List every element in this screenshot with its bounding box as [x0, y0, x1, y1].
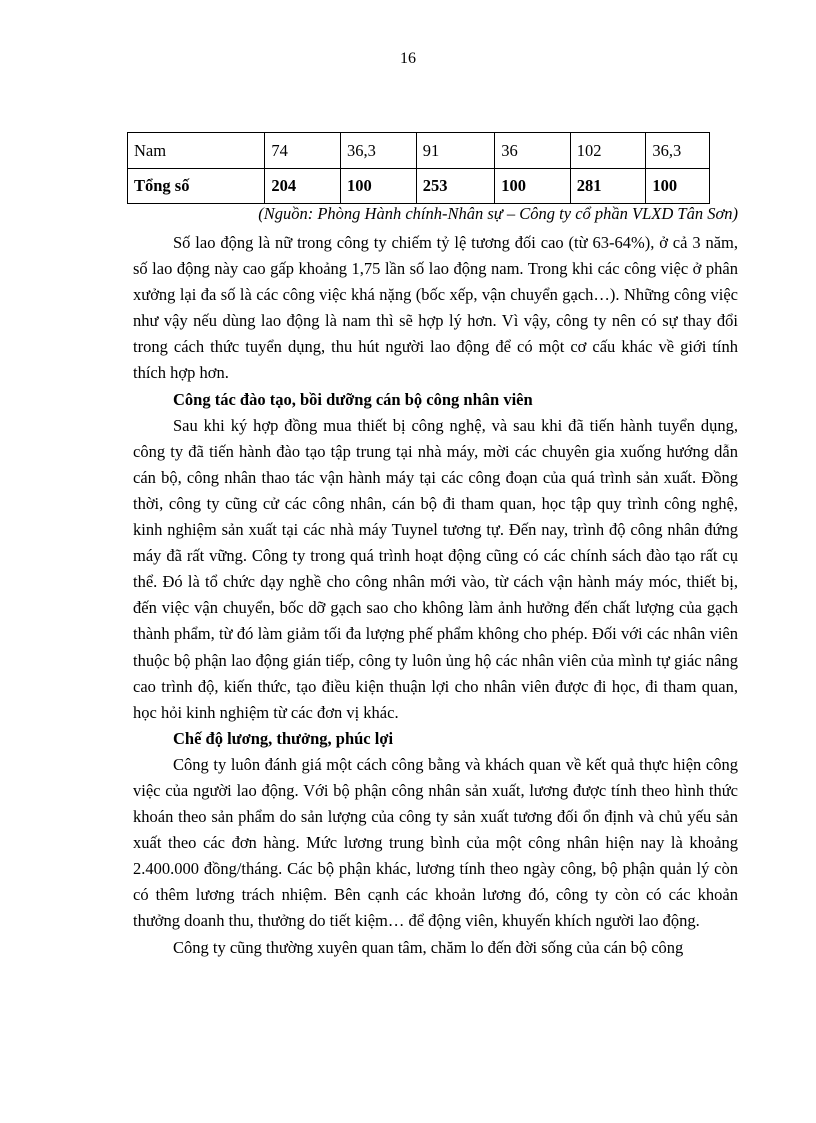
page-number: 16: [400, 50, 416, 67]
table-cell: 281: [570, 169, 646, 204]
table-cell: 102: [570, 133, 646, 169]
body-text: [133, 230, 738, 961]
paragraph: Công ty cũng thường xuyên quan tâm, chăm lo đến đời sống của cán bộ công: [173, 937, 684, 957]
table-cell-label: Nam: [128, 133, 265, 169]
table-cell: 91: [416, 133, 494, 169]
table-cell: 204: [265, 169, 341, 204]
table-cell: 36: [495, 133, 571, 169]
section-heading: Chế độ lương, thưởng, phúc lợi: [173, 728, 394, 748]
table-source-note: (Nguồn: Phòng Hành chính-Nhân sự – Công ty cổ phần VLXD Tân Sơn): [258, 204, 738, 223]
table-row: [128, 133, 710, 169]
paragraph: Công ty luôn đánh giá một cách công bằng và khách quan về kết quả thực hiện công việc của người lao động. Với bộ phận công nhân sản xuất, lương được tính theo hình thức khoán theo sản phẩm do sản lượng của công ty sản xuất tương đối ổn định và chủ yếu sản xuất theo các đơn hàng. Mức lương trung bình của một công nhân hiện nay là khoảng 2.400.000 đồng/tháng. Các bộ phận khác, lương tính theo ngày công, bộ phận quản lý còn có thêm lương trách nhiệm. Bên cạnh các khoản lương đó, công ty còn có các khoản thưởng doanh thu, thưởng do tiết kiệm… để động viên, khuyến khích người lao động.: [133, 754, 738, 931]
table-cell: 74: [265, 133, 341, 169]
table-cell: 100: [340, 169, 416, 204]
table-row-total: [128, 169, 710, 204]
table-cell: 100: [495, 169, 571, 204]
paragraph: Sau khi ký hợp đồng mua thiết bị công nghệ, và sau khi đã tiến hành tuyển dụng, công ty đã tiến hành đào tạo tập trung tại nhà máy, mời các chuyên gia xuống hướng dẫn cán bộ, công nhân thao tác vận hành máy tại các công đoạn của quá trình sản xuất. Đồng thời, công ty cũng cử các công nhân, cán bộ đi tham quan, học tập quy trình công nghệ, kinh nghiệm sản xuất tại các nhà máy Tuynel tương tự. Đến nay, trình độ công nhân đứng máy đã rất vững. Công ty trong quá trình hoạt động cũng có các chính sách đào tạo rất cụ thể. Đó là tổ chức dạy nghề cho công nhân mới vào, từ cách vận hành máy móc, thiết bị, đến việc vận chuyển, bốc dỡ gạch sao cho không làm ảnh hưởng đến chất lượng của gạch thành phẩm, từ đó làm giảm tối đa lượng phế phẩm không cho phép. Đối với các nhân viên thuộc bộ phận lao động gián tiếp, công ty luôn ủng hộ các nhân viên của mình tự giác nâng cao trình độ, kiến thức, tạo điều kiện thuận lợi cho nhân viên được đi học, đi tham quan, học hỏi kinh nghiệm từ các đơn vị khác.: [133, 415, 738, 722]
paragraph: Số lao động là nữ trong công ty chiếm tỷ lệ tương đối cao (từ 63-64%), ở cả 3 năm, số lao động này cao gấp khoảng 1,75 lần số lao động nam. Trong khi các công việc ở phân xưởng lại đa số là các công việc khá nặng (bốc xếp, vận chuyển gạch…). Những công việc như vậy nếu dùng lao động là nam thì sẽ hợp lý hơn. Vì vậy, công ty nên có sự thay đổi trong cách thức tuyển dụng, thu hút người lao động để có một cơ cấu khác về giới tính thích hợp hơn.: [133, 233, 738, 383]
section-heading: Công tác đào tạo, bồi dưỡng cán bộ công nhân viên: [173, 389, 533, 409]
table-cell: 36,3: [646, 133, 710, 169]
table-cell-label: Tổng số: [128, 169, 265, 204]
table-cell: 253: [416, 169, 494, 204]
table-cell: 100: [646, 169, 710, 204]
table-cell: 36,3: [340, 133, 416, 169]
employee-table: [127, 132, 710, 204]
